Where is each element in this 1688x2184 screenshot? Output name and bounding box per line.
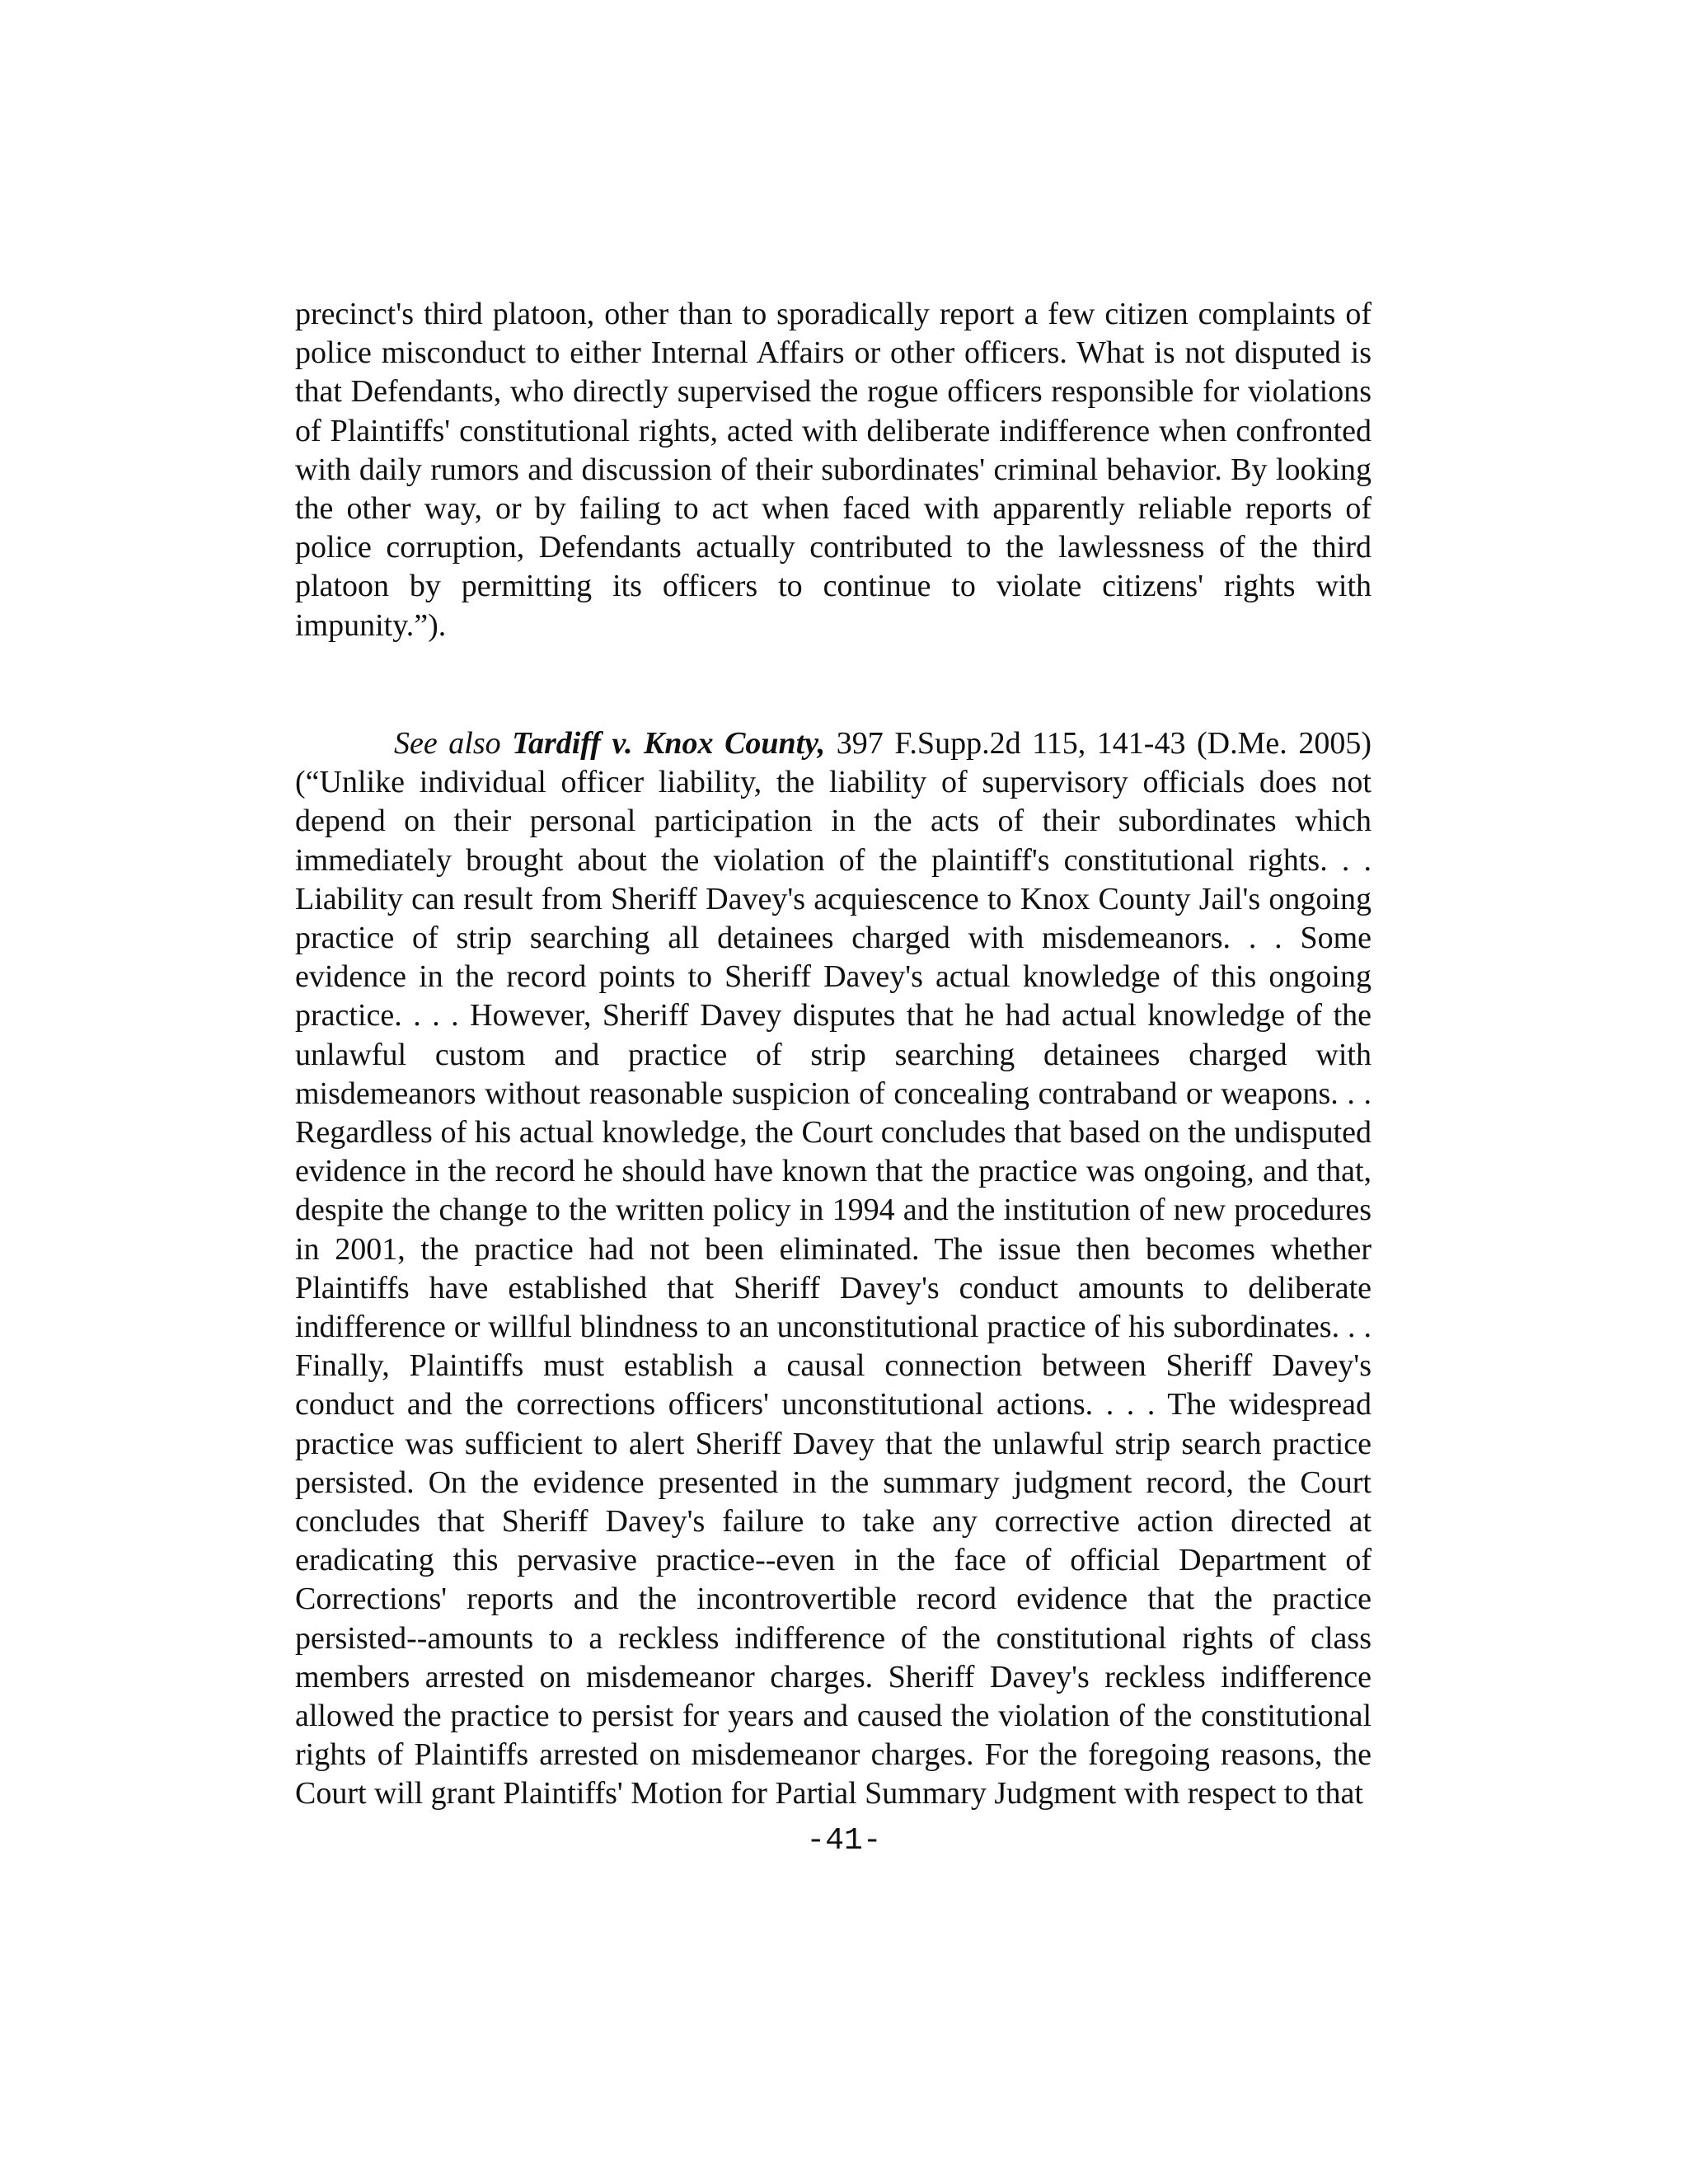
page-number: -41-	[806, 1823, 882, 1858]
case-name: Tardiff v. Knox County,	[512, 726, 826, 761]
citation-signal: See also	[394, 726, 501, 761]
citation-body: 397 F.Supp.2d 115, 141-43 (D.Me. 2005)(“Unlike individual officer liability, the liability of supervisory officials does not depend on their personal participation in the acts of their subordinates which immediately brought about the violation of the plaintiff's constitutional rights. . . Liability can result from Sheriff Davey's acquiescence to Knox County Jail's ongoing practice of strip searching all detainees charged with misdemeanors. . . Some evidence in the record points to Sheriff Davey's actual knowledge of this ongoing practice. . . . However, Sheriff Davey disputes that he had actual knowledge of the unlawful custom and practice of strip searching detainees charged with misdemeanors without reasonable suspicion of concealing contraband or weapons. . . Regardless of his actual knowledge, the Court concludes that based on the undisputed evidence in the record he should have known that the practice was ongoing, and that, despite the change to the written policy in 1994 and the institution of new procedures in 2001, the practice had not been eliminated. The issue then becomes whether Plaintiffs have established that Sheriff Davey's conduct amounts to deliberate indifference or willful blindness to an unconstitutional practice of his subordinates. . . Finally, Plaintiffs must establish a causal connection between Sheriff Davey's conduct and the corrections officers' unconstitutional actions. . . . The widespread practice was sufficient to alert Sheriff Davey that the unlawful strip search practice persisted. On the evidence presented in the summary judgment record, the Court concludes that Sheriff Davey's failure to take any corrective action directed at eradicating this pervasive practice--even in the face of official Department of Corrections' reports and the incontrovertible record evidence that the practice persisted--amounts to a reckless indifference of the constitutional rights of class members arrested on misdemeanor charges. Sheriff Davey's reckless indifference allowed the practice to persist for years and caused the violation of the constitutional rights of Plaintiffs arrested on misdemeanor charges. For the foregoing reasons, the Court will grant Plaintiffs' Motion for Partial Summary Judgment with respect to that	[295, 726, 1372, 1811]
paragraph-continued-quote: precinct's third platoon, other than to sporadically report a few citizen complaints of police misconduct to either Internal Affairs or other officers. What is not disputed is that Defendants, who directly supervised the rogue officers responsible for violations of Plaintiffs' constitutional rights, acted with deliberate indifference when confronted with daily rumors and discussion of their subordinates' criminal behavior. By looking the other way, or by failing to act when faced with apparently reliable reports of police corruption, Defendants actually contributed to the lawlessness of the third platoon by permitting its officers to continue to violate citizens' rights with impunity.”).	[295, 297, 1372, 643]
paragraph-see-also-citation	[295, 724, 1372, 1814]
